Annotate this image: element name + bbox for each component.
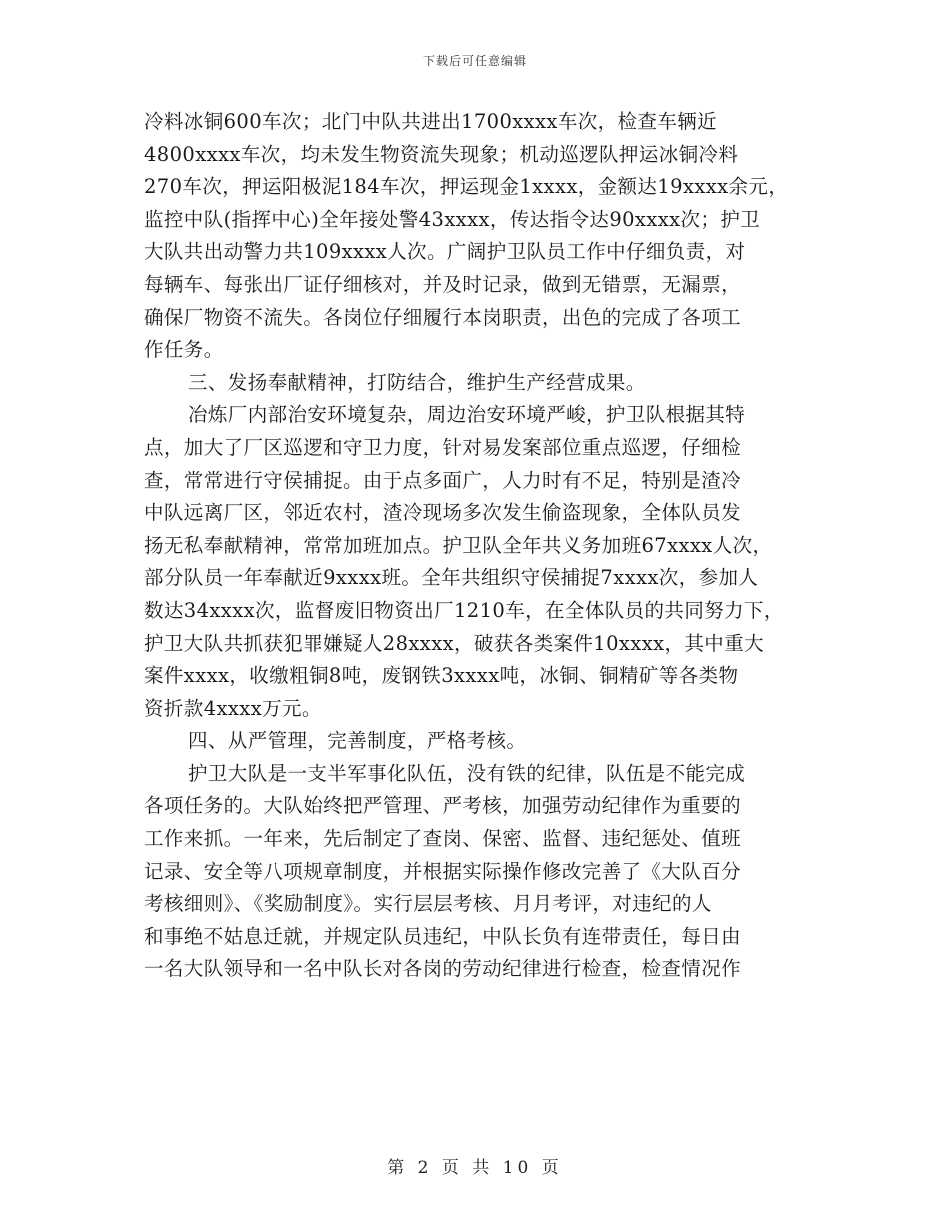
text-line: 护卫大队共抓获犯罪嫌疑人28xxxx，破获各类案件10xxxx，其中重大 xyxy=(144,631,765,655)
text-line: 冷料冰铜600车次；北门中队共进出1700xxxx车次，检查车辆近 xyxy=(144,110,718,133)
text-line: 工作来抓。一年来，先后制定了查岗、保密、监督、违纪惩处、值班 xyxy=(144,827,742,851)
page-header: 下载后可任意编辑 xyxy=(422,54,527,68)
text-line: 考核细则》、《奖励制度》。实行层层考核、月月考评，对违纪的人 xyxy=(144,892,712,916)
text-line: 每辆车、每张出厂证仔细核对，并及时记录，做到无错票，无漏票， xyxy=(144,272,742,296)
text-line: 冶炼厂内部治安环境复杂，周边治安环境严峻，护卫队根据其特 xyxy=(188,403,746,427)
text-line: 270车次，押运阳极泥184车次，押运现金1xxxx，金额达19xxxx余元， xyxy=(144,175,789,199)
text-line: 4800xxxx车次，均未发生物资流失现象；机动巡逻队押运冰铜冷料 xyxy=(144,142,739,166)
text-line: 各项任务的。大队始终把严管理、严考核，加强劳动纪律作为重要的 xyxy=(144,794,742,818)
section-heading: 三、发扬奉献精神，打防结合，维护生产经营成果。 xyxy=(188,370,646,394)
text-line: 记录、安全等八项规章制度，并根据实际操作修改完善了《大队百分 xyxy=(144,859,742,883)
text-line: 大队共出动警力共109xxxx人次。广阔护卫队员工作中仔细负责，对 xyxy=(144,240,746,264)
text-line: 中队远离厂区，邻近农村，渣冷现场多次发生偷盗现象，全体队员发 xyxy=(144,501,742,525)
text-line: 护卫大队是一支半军事化队伍，没有铁的纪律，队伍是不能完成 xyxy=(188,761,746,785)
text-line: 和事绝不姑息迁就，并规定队员违纪，中队长负有连带责任，每日由 xyxy=(144,924,742,948)
text-line: 案件xxxx，收缴粗铜8吨，废钢铁3xxxx吨，冰铜、铜精矿等各类物 xyxy=(144,664,739,688)
text-line: 数达34xxxx次，监督废旧物资出厂1210车，在全体队员的共同努力下， xyxy=(144,598,784,622)
text-line: 监控中队(指挥中心)全年接处警43xxxx，传达指令达90xxxx次；护卫 xyxy=(144,207,761,231)
text-line: 资折款4xxxx万元。 xyxy=(144,696,322,720)
document-body xyxy=(144,106,834,986)
text-line: 扬无私奉献精神，常常加班加点。护卫队全年共义务加班67xxxx人次， xyxy=(144,533,773,557)
text-line: 部分队员一年奉献近9xxxx班。全年共组织守侯捕捉7xxxx次，参加人 xyxy=(144,566,759,590)
text-line: 作任务。 xyxy=(144,338,224,362)
page-footer: 第 2 页 共 10 页 xyxy=(387,1158,563,1178)
text-line: 一名大队领导和一名中队长对各岗的劳动纪律进行检查，检查情况作 xyxy=(144,957,742,981)
text-line: 确保厂物资不流失。各岗位仔细履行本岗职责，出色的完成了各项工 xyxy=(144,305,742,329)
text-line: 查，常常进行守侯捕捉。由于点多面广，人力时有不足，特别是渣冷 xyxy=(144,468,742,492)
section-heading: 四、从严管理，完善制度，严格考核。 xyxy=(188,729,527,753)
text-line: 点，加大了厂区巡逻和守卫力度，针对易发案部位重点巡逻，仔细检 xyxy=(144,435,742,459)
